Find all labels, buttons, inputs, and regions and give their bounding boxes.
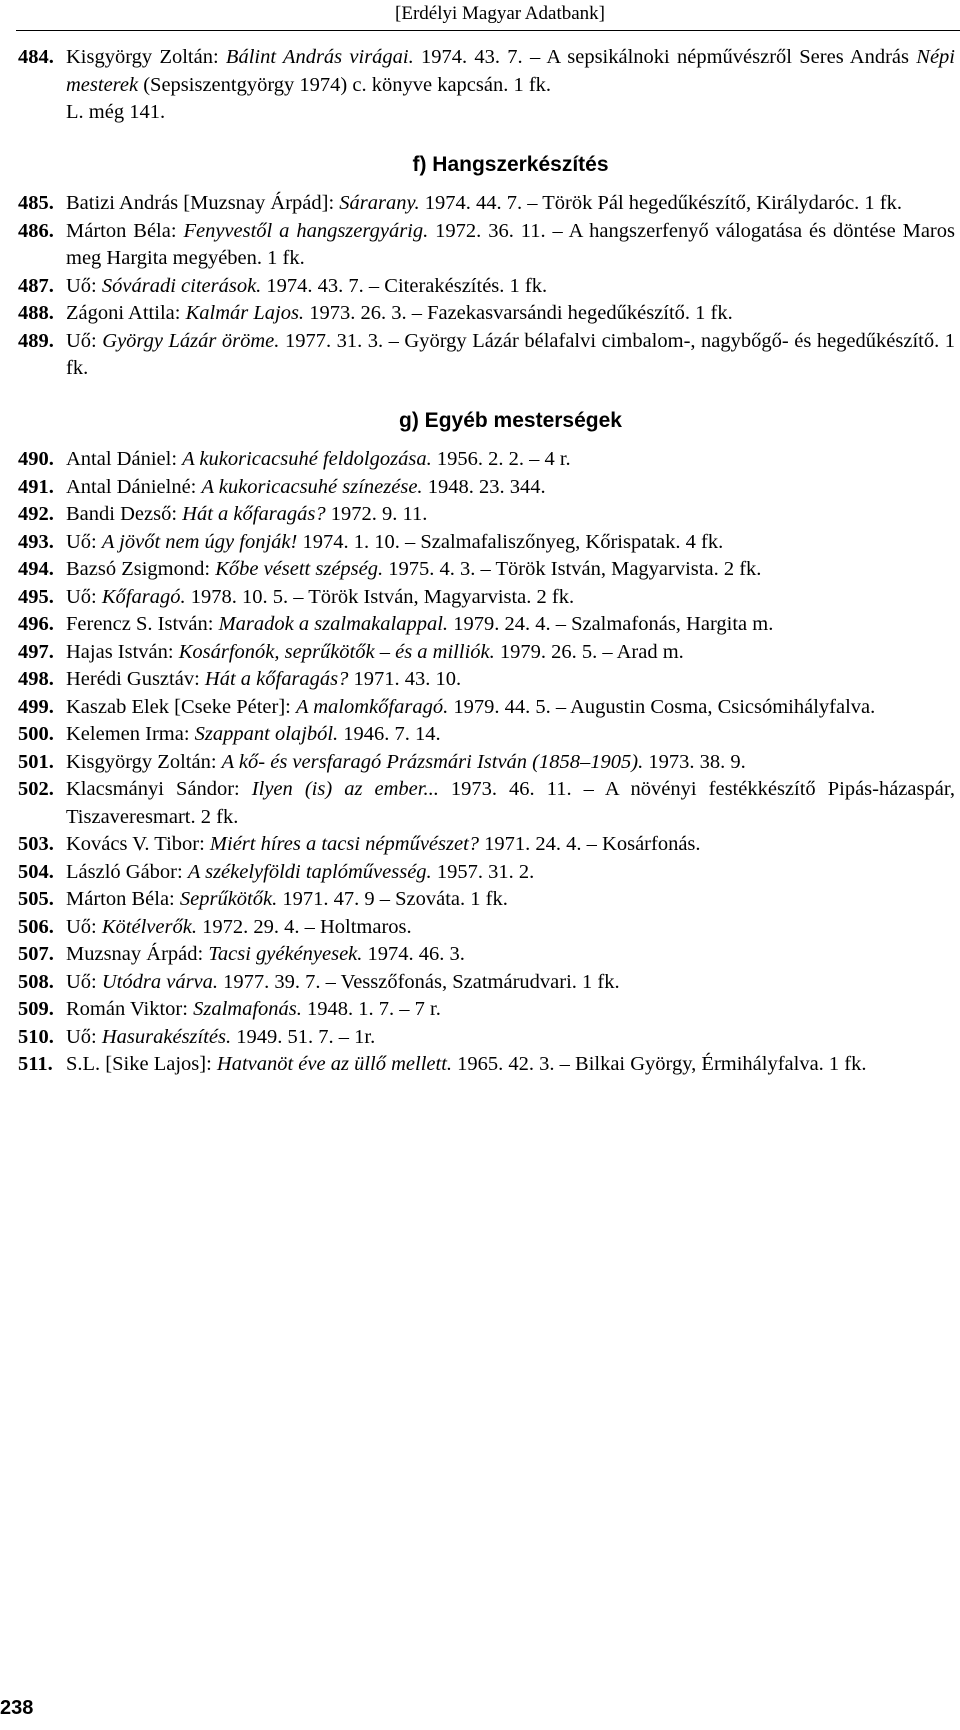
entry-author: Uő: xyxy=(66,274,102,297)
bibliography-entry-498 xyxy=(18,666,955,694)
entry-number: 491. xyxy=(18,475,54,498)
entry-author: Hajas István: xyxy=(66,640,179,663)
entry-title-secondary: Népi mesterek xyxy=(66,46,955,96)
bibliography-entry-505 xyxy=(18,886,955,914)
entry-details: 1971. 24. 4. – Kosárfonás. xyxy=(479,833,701,855)
entry-number: 493. xyxy=(18,530,54,553)
entry-title: Hát a kőfaragás? xyxy=(182,503,326,525)
entry-author: Antal Dánielné: xyxy=(66,475,202,498)
bibliography-entry-492 xyxy=(18,501,955,529)
entry-author: Muzsnay Árpád: xyxy=(66,943,209,965)
entry-details: 1979. 24. 4. – Szalmafonás, Hargita m. xyxy=(448,613,774,635)
entry-author: Uő: xyxy=(66,585,102,608)
entry-number: 492. xyxy=(18,503,54,525)
bibliography-entry-484 xyxy=(18,44,955,99)
bibliography-entry-491 xyxy=(18,474,955,502)
entry-number: 501. xyxy=(18,750,54,773)
entry-details: 1946. 7. 14. xyxy=(338,723,441,745)
bibliography-entry-508 xyxy=(18,969,955,997)
page-header: [Erdélyi Magyar Adatbank] xyxy=(395,3,605,24)
entry-details: 1978. 10. 5. – Török István, Magyarvista. 2 fk. xyxy=(185,585,575,608)
entry-title: Szalmafonás. xyxy=(193,998,302,1020)
entry-title: A kukoricacsuhé feldolgozása. xyxy=(182,448,432,470)
entry-details: 1965. 42. 3. – Bilkai György, Érmihályfalva. 1 fk. xyxy=(452,1053,867,1075)
bibliography-entry-504 xyxy=(18,859,955,887)
entry-author: Uő: xyxy=(66,1025,102,1048)
entry-title: Hasurakészítés. xyxy=(101,1025,232,1048)
bibliography-entry-501 xyxy=(18,749,955,777)
entry-number: 499. xyxy=(18,695,54,718)
entry-details: 1971. 43. 10. xyxy=(348,668,462,690)
entry-number: 495. xyxy=(18,585,54,608)
bibliography-entry-511 xyxy=(18,1051,955,1079)
entry-title: Kőbe vésett szépség. xyxy=(215,558,384,580)
entry-author: Batizi András [Muzsnay Árpád]: xyxy=(66,192,340,214)
entry-author: Márton Béla: xyxy=(66,888,180,910)
entry-title: Maradok a szalmakalappal. xyxy=(218,613,449,635)
bibliography-entry-510 xyxy=(18,1024,955,1052)
entry-title: Kőfaragó. xyxy=(101,585,186,608)
entry-details: 1972. 36. 11. – A hangszerfenyő válogatása és döntése Maros meg Hargita megyében. 1 fk. xyxy=(66,219,955,269)
entry-number: 500. xyxy=(18,723,54,745)
entry-details: 1948. 23. 344. xyxy=(422,475,546,498)
entry-details: 1979. 26. 5. – Arad m. xyxy=(494,640,684,663)
entry-author: Kovács V. Tibor: xyxy=(66,833,210,855)
entry-title: Bálint András virágai. xyxy=(225,46,414,68)
entry-author: Uő: xyxy=(66,970,102,993)
bibliography-entry-485 xyxy=(18,190,955,218)
entry-title: György Lázár öröme. xyxy=(102,329,280,352)
entry-number: 496. xyxy=(18,613,54,635)
bibliography-entry-507 xyxy=(18,941,955,969)
section-heading-f: f) Hangszerkészítés xyxy=(412,152,609,176)
entry-number: 506. xyxy=(18,915,54,938)
bibliography-entry-497 xyxy=(18,639,955,667)
entry-title: Kosárfonók, seprűkötők – és a milliók. xyxy=(178,640,495,663)
bibliography-entry-487 xyxy=(18,273,955,301)
entry-number: 487. xyxy=(18,274,54,297)
entry-title: A jövőt nem úgy fonják! xyxy=(101,530,298,553)
bibliography-entry-493 xyxy=(18,529,955,557)
entry-details-secondary: (Sepsiszentgyörgy 1974) c. könyve kapcsán. 1 fk. xyxy=(138,73,552,96)
entry-number: 485. xyxy=(18,192,54,214)
entry-number: 508. xyxy=(18,970,54,993)
entry-number: 509. xyxy=(18,998,54,1020)
entry-number: 489. xyxy=(18,329,54,352)
entry-details: 1948. 1. 7. – 7 r. xyxy=(301,998,441,1020)
entry-author: Bandi Dezső: xyxy=(66,503,183,525)
entry-author: Román Viktor: xyxy=(66,998,194,1020)
entry-author: S.L. [Sike Lajos]: xyxy=(66,1053,217,1075)
entry-author: Uő: xyxy=(66,329,103,352)
entry-title: Fenyvestől a hangszergyárig. xyxy=(183,219,429,242)
entry-title: Sárarany. xyxy=(339,192,420,214)
entry-number: 494. xyxy=(18,558,54,580)
entry-details: 1973. 38. 9. xyxy=(643,750,746,773)
entry-number: 511. xyxy=(18,1053,53,1075)
entry-title: Sóváradi citerások. xyxy=(101,274,262,297)
entry-number: 505. xyxy=(18,888,54,910)
bibliography-entry-500 xyxy=(18,721,955,749)
entry-details: 1977. 39. 7. – Vesszőfonás, Szatmárudvari. 1 fk. xyxy=(218,970,620,993)
bibliography-entry-494 xyxy=(18,556,955,584)
entry-details: 1974. 1. 10. – Szalmafaliszőnyeg, Kőrispatak. 4 fk. xyxy=(297,530,724,553)
entry-details: 1973. 46. 11. – A növényi festékkészítő Pipás-házaspár, Tiszaveresmart. 2 fk. xyxy=(66,778,955,828)
entry-author: Uő: xyxy=(66,915,102,938)
entry-author: Márton Béla: xyxy=(66,219,184,242)
entry-details: 1971. 47. 9 – Szováta. 1 fk. xyxy=(277,888,508,910)
bibliography-entry-502 xyxy=(18,776,955,831)
entry-author: Kelemen Irma: xyxy=(66,723,195,745)
bibliography-entry-495 xyxy=(18,584,955,612)
entry-number: 502. xyxy=(18,778,54,800)
entry-details: 1949. 51. 7. – 1r. xyxy=(231,1025,376,1048)
entry-details: 1974. 46. 3. xyxy=(362,943,465,965)
entry-number: 497. xyxy=(18,640,54,663)
bibliography-entry-490 xyxy=(18,446,955,474)
entry-number: 488. xyxy=(18,302,54,324)
entry-details: 1972. 29. 4. – Holtmaros. xyxy=(196,915,412,938)
entry-details: 1973. 26. 3. – Fazekasvarsándi hegedűkészítő. 1 fk. xyxy=(304,302,733,324)
entry-title: A kő- és versfaragó Prázsmári István (1858–1905). xyxy=(221,750,644,773)
entry-author: Herédi Gusztáv: xyxy=(66,668,205,690)
entry-author: Ferencz S. István: xyxy=(66,613,219,635)
entry-details: 1974. 44. 7. – Török Pál hegedűkészítő, Királydaróc. 1 fk. xyxy=(419,192,903,214)
header-rule xyxy=(16,30,960,31)
entry-title: Kalmár Lajos. xyxy=(185,302,305,324)
bibliography-entry-506 xyxy=(18,914,955,942)
entry-title: Utódra várva. xyxy=(101,970,219,993)
entry-details: 1972. 9. 11. xyxy=(325,503,428,525)
entry-title: Szappant olajból. xyxy=(194,723,339,745)
bibliography-entry-486 xyxy=(18,218,955,273)
entry-title: A székelyföldi taplóművesség. xyxy=(187,860,432,883)
bibliography-entry-488 xyxy=(18,300,955,328)
entry-author: Kisgyörgy Zoltán: xyxy=(66,750,222,773)
entry-author: Uő: xyxy=(66,530,102,553)
bibliography-entry-496 xyxy=(18,611,955,639)
bibliography-entry-509 xyxy=(18,996,955,1024)
bibliography-entry-503 xyxy=(18,831,955,859)
entry-details: 1974. 43. 7. – Citerakészítés. 1 fk. xyxy=(261,274,548,297)
entry-details: 1975. 4. 3. – Török István, Magyarvista. 2 fk. xyxy=(383,558,762,580)
entry-author: László Gábor: xyxy=(66,860,188,883)
entry-author: Bazsó Zsigmond: xyxy=(66,558,216,580)
entry-author: Kaszab Elek [Cseke Péter]: xyxy=(66,695,296,718)
entry-details: 1957. 31. 2. xyxy=(431,860,535,883)
entry-details: 1977. 31. 3. – György Lázár bélafalvi cimbalom-, nagybőgő- és hegedűkészítő. 1 fk. xyxy=(66,329,955,379)
bibliography-entry-489 xyxy=(18,328,955,383)
entry-number: 498. xyxy=(18,668,54,690)
entry-author: Antal Dániel: xyxy=(66,448,183,470)
entry-number: 510. xyxy=(18,1025,54,1048)
entry-author: Klacsmányi Sándor: xyxy=(66,778,252,800)
section-heading-g: g) Egyéb mesterségek xyxy=(399,408,622,432)
entry-author: Kisgyörgy Zoltán: xyxy=(66,46,226,68)
entry-number: 484. xyxy=(18,46,54,68)
entry-number: 503. xyxy=(18,833,54,855)
entry-title: Miért híres a tacsi népművészet? xyxy=(209,833,480,855)
entry-title: A malomkőfaragó. xyxy=(295,695,449,718)
entry-title: Kötélverők. xyxy=(101,915,197,938)
entry-title: Hatvanöt éve az üllő mellett. xyxy=(216,1053,453,1075)
entry-details: 1979. 44. 5. – Augustin Cosma, Csicsómihályfalva. xyxy=(448,695,876,718)
entry-title: A kukoricacsuhé színezése. xyxy=(201,475,423,498)
entry-number: 504. xyxy=(18,860,54,883)
entry-title: Hát a kőfaragás? xyxy=(204,668,349,690)
entry-title: Seprűkötők. xyxy=(179,888,278,910)
entry-title: Ilyen (is) az ember... xyxy=(251,778,439,800)
entry-number: 486. xyxy=(18,219,54,242)
entry-title: Tacsi gyékényesek. xyxy=(208,943,363,965)
entry-author: Zágoni Attila: xyxy=(66,302,186,324)
entry-details: 1974. 43. 7. – A sepsikálnoki népművészről Seres András xyxy=(413,46,917,68)
entry-details: 1956. 2. 2. – 4 r. xyxy=(431,448,571,470)
entry-number: 507. xyxy=(18,943,54,965)
bibliography-list xyxy=(18,44,955,1079)
see-also-note: L. még 141. xyxy=(66,101,166,123)
bibliography-entry-499 xyxy=(18,694,955,722)
page-number: 238 xyxy=(0,1697,34,1719)
entry-number: 490. xyxy=(18,448,54,470)
